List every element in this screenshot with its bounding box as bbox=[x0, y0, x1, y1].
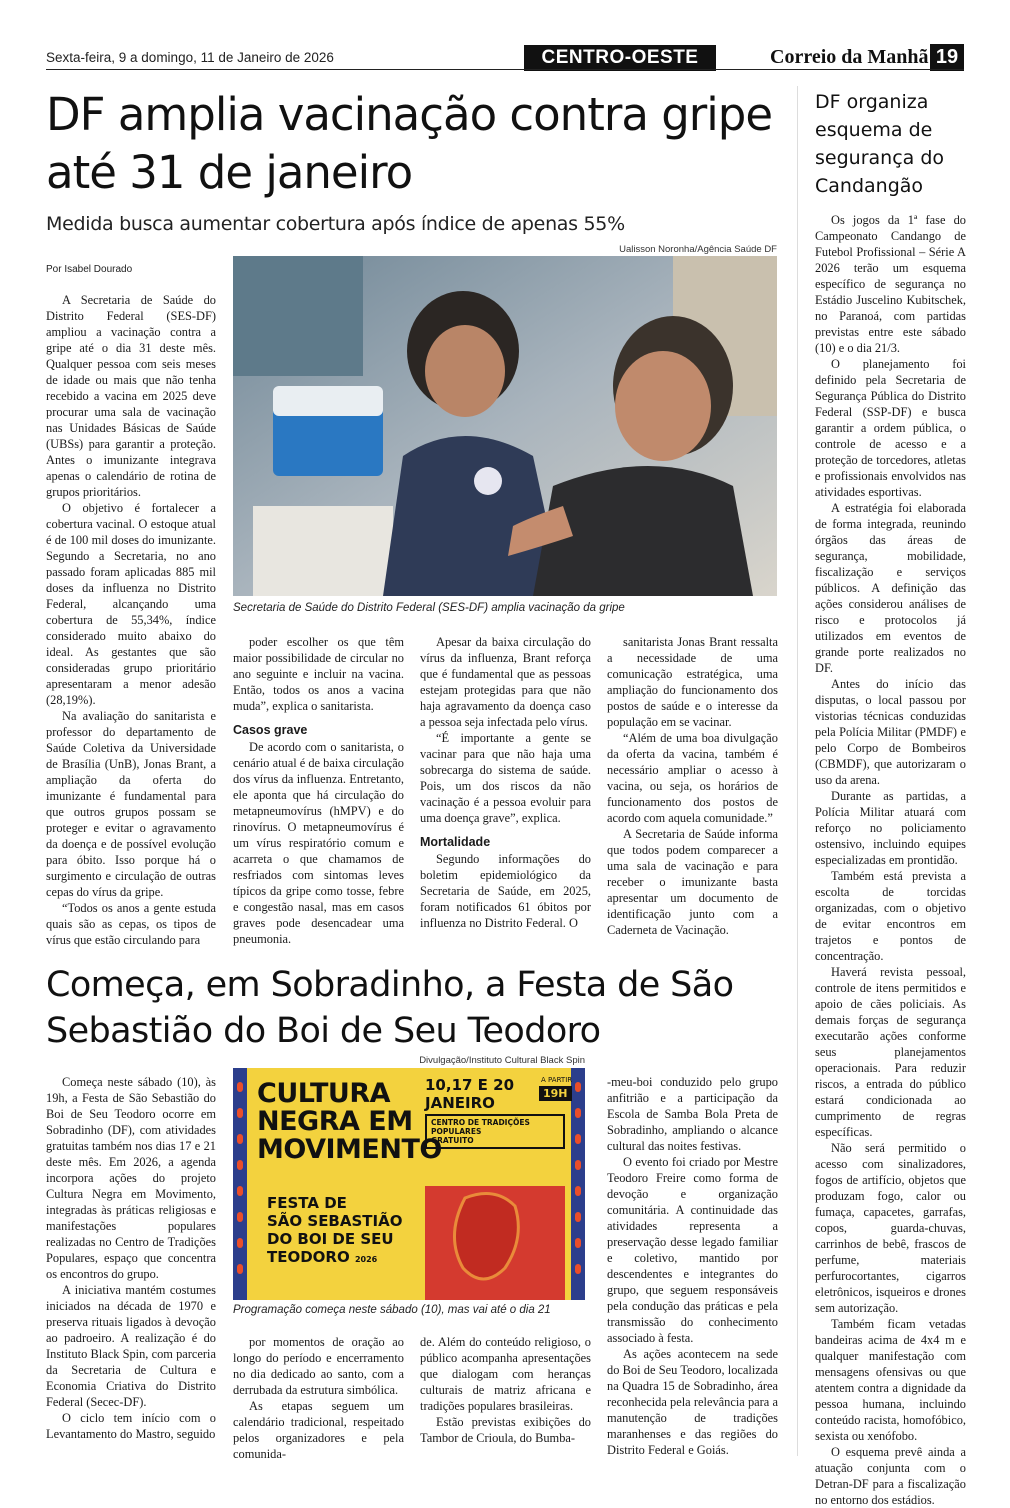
poster-title-line: CULTURA bbox=[257, 1078, 391, 1109]
article1-col4 bbox=[607, 634, 778, 938]
poster-venue-line: POPULARES bbox=[431, 1127, 482, 1136]
poster-venue bbox=[425, 1114, 565, 1149]
paragraph: Haverá revista pessoal, controle de itens permitidos e apoio de cães policiais. As demais forças de segurança executarão ações conforme seus planejamentos operacionais. Para reduzir riscos, a entrada do público estará condicionada ao cumprimento de regras específicas. bbox=[815, 965, 966, 1139]
paragraph: A Secretaria de Saúde informa que todos podem comparecer a uma sala de vacinação e para receber o imunizante basta apresentar um documento de identificação junto com a Caderneta de Vacinação. bbox=[607, 827, 778, 937]
article2-headline: Começa, em Sobradinho, a Festa de São Sebastião do Boi de Seu Teodoro bbox=[46, 965, 734, 1051]
newspaper-logo: Correio da Manhã bbox=[770, 46, 929, 68]
paragraph: Os jogos da 1ª fase do Campeonato Candango de Futebol Profissional – Série A 2026 terão um esquema específico de segurança no Estádio Juscelino Kubitschek, no Paranoá, com partidas previstas entre este sábado (10) e o dia 21/3. bbox=[815, 213, 966, 355]
paragraph: O objetivo é fortalecer a cobertura vacinal. O estoque atual é de 100 mil doses do imunizante. Segundo a Secretaria, no ano passado foram aplicadas 885 mil doses da influenza no Distrito Federal, alcançando uma cobertura de 55,34%, índice considerado muito abaixo do ideal. As gestantes que são consideradas grupo prioritário apresentaram a menor adesão (28,19%). bbox=[46, 501, 216, 707]
header-rule bbox=[46, 69, 964, 70]
poster-festival-line: DO BOI DE SEU bbox=[267, 1230, 394, 1248]
vaccination-photo bbox=[233, 256, 777, 596]
article1-subhead-mortalidade: Mortalidade bbox=[420, 835, 491, 849]
paragraph: Apesar da baixa circulação do vírus da influenza, Brant reforça que é fundamental que as pessoas estejam protegidas para que não haja agravamento da doença caso a pessoa seja infectada pelo vírus. bbox=[420, 635, 591, 729]
article1-subtitle: Medida busca aumentar cobertura após índice de apenas 55% bbox=[46, 213, 625, 235]
article1-headline: DF amplia vacinação contra gripe até 31 de janeiro bbox=[46, 88, 773, 199]
paragraph: O esquema prevê ainda a atuação conjunta com o Detran-DF para a fiscalização no entorno dos estádios. bbox=[815, 1445, 966, 1507]
article2-col4 bbox=[607, 1074, 778, 1458]
paragraph: A estratégia foi elaborada de forma integrada, reunindo órgãos das áreas de segurança, mobilidade, fiscalização e serviços públicos. A definição das ações considerou análises de risco e protocolos já utilizados em eventos de grande porte realizados no DF. bbox=[815, 501, 966, 675]
vaccination-photo-illustration bbox=[233, 256, 777, 596]
paragraph: poder escolher os que têm maior possibilidade de circular no ano seguinte e incluir na vacina. Então, todos os anos a vacina muda”, explica o sanitarista. bbox=[233, 635, 404, 713]
poster-festival-teodoro: TEODORO bbox=[267, 1248, 350, 1266]
paragraph: sanitarista Jonas Brant ressalta a necessidade de uma comunicação estratégica, uma ampliação do funcionamento dos postos de saúde e o interesse da população em se vacinar. bbox=[607, 635, 778, 729]
poster-free: GRATUITO bbox=[431, 1136, 474, 1145]
paragraph: A Secretaria de Saúde do Distrito Federal (SES-DF) ampliou a vacinação contra a gripe até o dia 31 deste mês. Qualquer pessoa com seis meses de idade ou mais que não tenha recebido a vacina em 2025 deve procurar uma sala de vacinação nas Unidades Básicas de Saúde (UBSs) para garantir a proteção. Antes o imunizante integrava apenas o calendário de rotina de grupos prioritários. bbox=[46, 293, 216, 499]
article1-col1 bbox=[46, 292, 216, 948]
poster-title-line: MOVIMENTO bbox=[257, 1134, 442, 1165]
poster-project-title bbox=[257, 1080, 442, 1164]
paragraph: As ações acontecem na sede do Boi de Seu Teodoro, localizada na Quadra 15 de Sobradinho, área reconhecida pela relevância para a manutenção de tradições maranhenses e das regiões do Distrito Federal e Goiás. bbox=[607, 1347, 778, 1457]
poster-year: 2026 bbox=[354, 1255, 378, 1264]
poster-festival-line bbox=[267, 1248, 402, 1269]
paragraph: O planejamento foi definido pela Secretaria de Segurança Pública do Distrito Federal (SSP-DF) e busca garantir a ordem pública, o controle de acesso e a proteção de torcedores, atletas e profissionais envolvidos nas atividades esportivas. bbox=[815, 357, 966, 499]
article2-photo-credit: Divulgação/Instituto Cultural Black Spin bbox=[419, 1055, 585, 1066]
poster-festival-line: SÃO SEBASTIÃO bbox=[267, 1212, 403, 1230]
paragraph: A iniciativa mantém costumes iniciados na década de 1970 e preserva rituais ligados à devoção ao padroeiro. A realização é do Instituto Black Spin, com parceria da Secretaria de Cultura e Economia Criativa do Distrito Federal (Secec-DF). bbox=[46, 1283, 216, 1409]
article1-subhead-casos: Casos grave bbox=[233, 723, 308, 737]
section-label: CENTRO-OESTE bbox=[524, 45, 716, 71]
edition-date: Sexta-feira, 9 a domingo, 11 de Janeiro de 2026 bbox=[46, 50, 334, 65]
poster-festival-line: FESTA DE bbox=[267, 1194, 347, 1212]
article2-col3 bbox=[420, 1334, 591, 1446]
article1-caption: Secretaria de Saúde do Distrito Federal (SES-DF) amplia vacinação da gripe bbox=[233, 602, 625, 614]
paragraph: Antes do início das disputas, o local passou por vistorias técnicas conduzidas pela Polícia Militar (PMDF) e pelo Corpo de Bombeiros (CBMDF), que autorizaram o uso da arena. bbox=[815, 677, 966, 787]
paragraph: Na avaliação do sanitarista e professor do departamento de Saúde Coletiva da Universidade de Brasília (UnB), Jonas Brant, a ampliação da oferta do imunizante é fundamental para que outros grupos possam se proteger e evitar o agravamento da doença e de possível evolução para óbito. Isso porque há o surgimento e circulação de outras cepas do vírus da gripe. bbox=[46, 709, 216, 899]
page-number: 19 bbox=[930, 44, 964, 71]
paragraph: De acordo com o sanitarista, o cenário atual é de baixa circulação dos vírus da influenza. Entretanto, ele aponta que há circulação do metapneumovírus (hMPV) e do rinovírus. O metapneumovírus é um vírus respiratório comum e acarreta o que chamamos de resfriados com sintomas leves típicos da gripe como tosse, febre e congestão nasal, mas em casos graves pode desencadear uma pneumonia. bbox=[233, 740, 404, 946]
paragraph: Estão previstas exibições do Tambor de Crioula, do Bumba- bbox=[420, 1415, 591, 1445]
paragraph: Durante as partidas, a Polícia Militar atuará com reforço no policiamento ostensivo, incluindo equipes especializadas em prontidão. bbox=[815, 789, 966, 867]
article2-col2 bbox=[233, 1334, 404, 1462]
poster-venue-line: CENTRO DE TRADIÇÕES bbox=[431, 1118, 530, 1127]
paragraph: Segundo informações do boletim epidemiológico da Secretaria de Saúde, em 2025, foram notificados 61 óbitos por influenza no Distrito Federal. O bbox=[420, 852, 591, 930]
article1-photo-credit: Ualisson Noronha/Agência Saúde DF bbox=[619, 244, 777, 255]
paragraph: “Todos os anos a gente estuda quais são as cepas, os tipos de vírus que estão circulando para bbox=[46, 901, 216, 947]
article1-byline: Por Isabel Dourado bbox=[46, 264, 133, 275]
poster-time: 19H bbox=[539, 1086, 572, 1101]
paragraph: de. Além do conteúdo religioso, o público acompanha apresentações que dialogam com heranças culturais de matriz africana e tradições populares brasileiras. bbox=[420, 1335, 591, 1413]
article1-col3 bbox=[420, 634, 591, 931]
sidebar-body bbox=[815, 212, 966, 1508]
paragraph: por momentos de oração ao longo do período e encerramento no dia dedicado ao santo, com a derrubada da estrutura simbólica. bbox=[233, 1335, 404, 1397]
poster-dates: 10,17 E 20 JANEIRO bbox=[425, 1076, 515, 1112]
festival-poster bbox=[233, 1068, 585, 1300]
paragraph: O ciclo tem início com o Levantamento do Mastro, seguido bbox=[46, 1411, 216, 1441]
paragraph: -meu-boi conduzido pelo grupo anfitrião e a participação da Escola de Samba Bola Preta de Sobradinho, ampliando o alcance cultural das noites festivas. bbox=[607, 1075, 778, 1153]
paragraph: Começa neste sábado (10), às 19h, a Festa de São Sebastião do Boi de Seu Teodoro ocorre em Sobradinho (DF), com atividades gratuitas também nos dias 17 e 21 deste mês. Em 2026, a agenda incorpora ações do projeto Cultura Negra em Movimento, integradas às práticas religiosas e manifestações populares realizadas no Centro de Tradições Populares, espaço que concentra os encontros do grupo. bbox=[46, 1075, 216, 1281]
sidebar-headline: DF organiza esquema de segurança do Candangão bbox=[815, 91, 945, 197]
sidebar-divider bbox=[797, 86, 798, 1456]
article2-caption: Programação começa neste sábado (10), mas vai até o dia 21 bbox=[233, 1304, 551, 1316]
poster-festival-title bbox=[267, 1194, 402, 1269]
paragraph: “Além de uma boa divulgação da oferta da vacina, também é necessário ampliar o acesso à vacina, ou seja, os horários de funcionamento dos postos de acordo com aquela comunidade.” bbox=[607, 731, 778, 825]
poster-title-line: NEGRA EM bbox=[257, 1106, 413, 1137]
paragraph: Também ficam vetadas bandeiras acima de 4x4 m e qualquer manifestação com mensagens ofensivas ou que atentem contra a dignidade da pessoa humana, incluindo conteúdo racista, homofóbico, sexista ou xenófobo. bbox=[815, 1317, 966, 1443]
article1-col2 bbox=[233, 634, 404, 947]
paragraph: “É importante a gente se vacinar para que não haja uma sobrecarga do sistema de saúde. Pois, um dos riscos da não vacinação é a pessoa evoluir para uma doença grave”, explica. bbox=[420, 731, 591, 825]
paragraph: Também está prevista a escolta de torcidas organizadas, com o objetivo de evitar encontros em trajetos e pontos de concentração. bbox=[815, 869, 966, 963]
paragraph: As etapas seguem um calendário tradicional, respeitado pelos organizadores e pela comunida- bbox=[233, 1399, 404, 1461]
poster-from: A PARTIR bbox=[541, 1076, 573, 1084]
article2-col1 bbox=[46, 1074, 216, 1442]
paragraph: O evento foi criado por Mestre Teodoro Freire como forma de devoção e organização comunitária. A continuidade das atividades representa a preservação desse legado familiar e coletivo, mantido por descendentes e integrantes do grupo, que seguem responsáveis pela condução das práticas e pela transmissão do conhecimento associado à festa. bbox=[607, 1155, 778, 1345]
paragraph: Não será permitido o acesso com sinalizadores, fogos de artifício, objetos que produzam fogo, calor ou fumaça, capacetes, garrafas, copos, guarda-chuvas, carrinhos de bebê, frascos de perfume, materiais perfurocortantes, cigarros eletrônicos, isqueiros e drones sem autorização. bbox=[815, 1141, 966, 1315]
